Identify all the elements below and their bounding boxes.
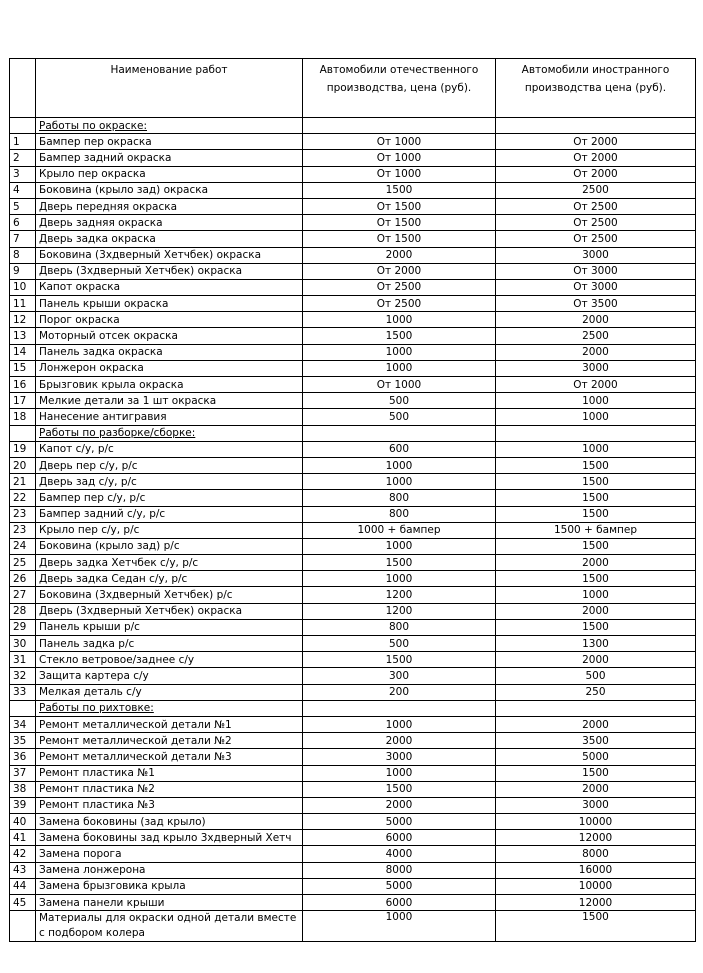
table-body xyxy=(10,118,696,942)
foreign-price: 1500 xyxy=(496,490,696,506)
foreign-price: 2000 xyxy=(496,312,696,328)
table-row xyxy=(10,360,696,376)
work-name: Дверь (3хдверный Хетчбек) окраска xyxy=(36,263,303,279)
work-name: Мелкие детали за 1 шт окраска xyxy=(36,393,303,409)
work-name: Ремонт металлической детали №1 xyxy=(36,716,303,732)
domestic-price: 2000 xyxy=(303,797,496,813)
table-row xyxy=(10,814,696,830)
table-row xyxy=(10,409,696,425)
table-row xyxy=(10,749,696,765)
foreign-price: От 2000 xyxy=(496,150,696,166)
domestic-price: От 1500 xyxy=(303,215,496,231)
table-row xyxy=(10,895,696,911)
row-number: 4 xyxy=(10,182,36,198)
domestic-price: 500 xyxy=(303,636,496,652)
foreign-price: От 3000 xyxy=(496,263,696,279)
table-row xyxy=(10,765,696,781)
row-number: 29 xyxy=(10,619,36,635)
row-number: 28 xyxy=(10,603,36,619)
table-row xyxy=(10,150,696,166)
row-number: 34 xyxy=(10,716,36,732)
row-number: 37 xyxy=(10,765,36,781)
row-number: 31 xyxy=(10,652,36,668)
table-row xyxy=(10,166,696,182)
foreign-price: От 3500 xyxy=(496,296,696,312)
foreign-price: 1500 xyxy=(496,911,696,942)
work-name: Замена панели крыши xyxy=(36,895,303,911)
work-name: Дверь задняя окраска xyxy=(36,215,303,231)
row-number: 44 xyxy=(10,878,36,894)
foreign-price: 10000 xyxy=(496,814,696,830)
row-number: 35 xyxy=(10,733,36,749)
domestic-price: 1500 xyxy=(303,652,496,668)
table-row xyxy=(10,490,696,506)
work-name: Защита картера с/у xyxy=(36,668,303,684)
foreign-price: От 2000 xyxy=(496,134,696,150)
work-name: Крыло пер с/у, р/с xyxy=(36,522,303,538)
domestic-price-cell xyxy=(303,425,496,441)
row-number: 10 xyxy=(10,279,36,295)
work-name: Материалы для окраски одной детали вместе с подбором колера xyxy=(36,911,303,942)
table-row xyxy=(10,846,696,862)
table-row xyxy=(10,733,696,749)
domestic-price: 600 xyxy=(303,441,496,457)
domestic-price-cell xyxy=(303,700,496,716)
table-row xyxy=(10,247,696,263)
foreign-price: От 2000 xyxy=(496,377,696,393)
work-name: Боковина (крыло зад) р/с xyxy=(36,538,303,554)
work-name: Замена боковины (зад крыло) xyxy=(36,814,303,830)
foreign-price: 2000 xyxy=(496,716,696,732)
work-name: Дверь задка Хетчбек с/у, р/с xyxy=(36,555,303,571)
work-name: Боковина (3хдверный Хетчбек) р/с xyxy=(36,587,303,603)
foreign-price: 1500 xyxy=(496,765,696,781)
table-row xyxy=(10,457,696,473)
table-row xyxy=(10,636,696,652)
row-number: 38 xyxy=(10,781,36,797)
table-row xyxy=(10,716,696,732)
price-table xyxy=(9,58,696,942)
domestic-price: 1000 xyxy=(303,344,496,360)
row-number: 17 xyxy=(10,393,36,409)
section-row xyxy=(10,700,696,716)
foreign-price: 2000 xyxy=(496,781,696,797)
row-number: 23 xyxy=(10,522,36,538)
row-number: 19 xyxy=(10,441,36,457)
table-row xyxy=(10,474,696,490)
work-name: Моторный отсек окраска xyxy=(36,328,303,344)
domestic-price: 500 xyxy=(303,409,496,425)
row-number: 5 xyxy=(10,198,36,214)
domestic-price: 800 xyxy=(303,506,496,522)
foreign-price: 16000 xyxy=(496,862,696,878)
domestic-price: От 1000 xyxy=(303,377,496,393)
foreign-price: 1000 xyxy=(496,441,696,457)
row-number: 11 xyxy=(10,296,36,312)
table-row xyxy=(10,441,696,457)
section-title xyxy=(36,118,303,134)
row-number: 9 xyxy=(10,263,36,279)
work-name: Панель задка р/с xyxy=(36,636,303,652)
section-title xyxy=(36,425,303,441)
domestic-price: 1500 xyxy=(303,328,496,344)
row-number: 32 xyxy=(10,668,36,684)
foreign-price: 1500 + бампер xyxy=(496,522,696,538)
row-number xyxy=(10,118,36,134)
foreign-price: 3000 xyxy=(496,797,696,813)
domestic-price: 1500 xyxy=(303,182,496,198)
domestic-price: 1000 xyxy=(303,765,496,781)
foreign-price: 1000 xyxy=(496,409,696,425)
foreign-price: 1500 xyxy=(496,457,696,473)
domestic-price: 1500 xyxy=(303,555,496,571)
domestic-price: 2000 xyxy=(303,247,496,263)
foreign-price: От 2500 xyxy=(496,198,696,214)
domestic-price: 800 xyxy=(303,619,496,635)
row-number: 33 xyxy=(10,684,36,700)
table-row xyxy=(10,619,696,635)
row-number: 7 xyxy=(10,231,36,247)
section-title-text: Работы по рихтовке: xyxy=(39,702,154,715)
foreign-price: 500 xyxy=(496,668,696,684)
row-number: 8 xyxy=(10,247,36,263)
row-number: 40 xyxy=(10,814,36,830)
foreign-price: 12000 xyxy=(496,830,696,846)
table-row xyxy=(10,797,696,813)
domestic-price: От 1500 xyxy=(303,198,496,214)
row-number: 1 xyxy=(10,134,36,150)
work-name: Замена порога xyxy=(36,846,303,862)
row-number: 20 xyxy=(10,457,36,473)
foreign-price: 2000 xyxy=(496,555,696,571)
domestic-price: 200 xyxy=(303,684,496,700)
foreign-price: 8000 xyxy=(496,846,696,862)
foreign-price: От 2500 xyxy=(496,231,696,247)
row-number: 23 xyxy=(10,506,36,522)
table-row xyxy=(10,279,696,295)
foreign-price: 2500 xyxy=(496,182,696,198)
foreign-price: 3000 xyxy=(496,247,696,263)
table-header-row xyxy=(10,59,696,118)
section-row xyxy=(10,425,696,441)
table-row xyxy=(10,134,696,150)
foreign-price: От 2000 xyxy=(496,166,696,182)
work-name: Замена брызговика крыла xyxy=(36,878,303,894)
foreign-price-cell xyxy=(496,425,696,441)
table-row xyxy=(10,603,696,619)
table-row xyxy=(10,296,696,312)
domestic-price: 800 xyxy=(303,490,496,506)
domestic-price: 500 xyxy=(303,393,496,409)
foreign-price: 10000 xyxy=(496,878,696,894)
work-name: Ремонт пластика №1 xyxy=(36,765,303,781)
foreign-price: 5000 xyxy=(496,749,696,765)
work-name: Ремонт пластика №2 xyxy=(36,781,303,797)
foreign-price: 1000 xyxy=(496,393,696,409)
row-number: 21 xyxy=(10,474,36,490)
foreign-price: От 3000 xyxy=(496,279,696,295)
foreign-price: 1500 xyxy=(496,506,696,522)
work-name: Дверь зад с/у, р/с xyxy=(36,474,303,490)
foreign-price: 2000 xyxy=(496,603,696,619)
row-number: 16 xyxy=(10,377,36,393)
foreign-price: 2500 xyxy=(496,328,696,344)
domestic-price: 1000 xyxy=(303,716,496,732)
foreign-price-cell xyxy=(496,700,696,716)
work-name: Брызговик крыла окраска xyxy=(36,377,303,393)
work-name: Дверь (3хдверный Хетчбек) окраска xyxy=(36,603,303,619)
table-row xyxy=(10,263,696,279)
domestic-price: 6000 xyxy=(303,830,496,846)
table-row xyxy=(10,182,696,198)
row-number xyxy=(10,700,36,716)
foreign-price: 1500 xyxy=(496,619,696,635)
table-row xyxy=(10,393,696,409)
header-foreign-price: Автомобили иностранного производства цена (руб). xyxy=(496,59,696,118)
work-name: Лонжерон окраска xyxy=(36,360,303,376)
table-row xyxy=(10,878,696,894)
work-name: Нанесение антигравия xyxy=(36,409,303,425)
table-row xyxy=(10,231,696,247)
foreign-price: 1300 xyxy=(496,636,696,652)
domestic-price: 1000 xyxy=(303,911,496,942)
work-name: Крыло пер окраска xyxy=(36,166,303,182)
table-row xyxy=(10,587,696,603)
domestic-price: От 2500 xyxy=(303,279,496,295)
domestic-price: 1000 xyxy=(303,457,496,473)
row-number: 2 xyxy=(10,150,36,166)
domestic-price-cell xyxy=(303,118,496,134)
work-name: Панель крыши окраска xyxy=(36,296,303,312)
domestic-price: От 1000 xyxy=(303,166,496,182)
domestic-price: 8000 xyxy=(303,862,496,878)
work-name: Дверь задка Седан с/у, р/с xyxy=(36,571,303,587)
domestic-price: 1200 xyxy=(303,587,496,603)
row-number: 41 xyxy=(10,830,36,846)
table-row xyxy=(10,377,696,393)
work-name: Ремонт металлической детали №3 xyxy=(36,749,303,765)
row-number: 13 xyxy=(10,328,36,344)
work-name: Мелкая деталь с/у xyxy=(36,684,303,700)
row-number xyxy=(10,425,36,441)
row-number xyxy=(10,911,36,942)
row-number: 3 xyxy=(10,166,36,182)
row-number: 18 xyxy=(10,409,36,425)
row-number: 6 xyxy=(10,215,36,231)
work-name: Капот окраска xyxy=(36,279,303,295)
work-name: Боковина (крыло зад) окраска xyxy=(36,182,303,198)
work-name: Панель задка окраска xyxy=(36,344,303,360)
domestic-price: От 1000 xyxy=(303,134,496,150)
table-row xyxy=(10,668,696,684)
section-title xyxy=(36,700,303,716)
work-name: Стекло ветровое/заднее с/у xyxy=(36,652,303,668)
row-number: 12 xyxy=(10,312,36,328)
table-row xyxy=(10,781,696,797)
work-name: Замена боковины зад крыло 3хдверный Хетч xyxy=(36,830,303,846)
domestic-price: От 1500 xyxy=(303,231,496,247)
work-name: Панель крыши р/с xyxy=(36,619,303,635)
row-number: 43 xyxy=(10,862,36,878)
work-name: Бампер задний с/у, р/с xyxy=(36,506,303,522)
row-number: 14 xyxy=(10,344,36,360)
domestic-price: От 2000 xyxy=(303,263,496,279)
domestic-price: 2000 xyxy=(303,733,496,749)
row-number: 24 xyxy=(10,538,36,554)
foreign-price: 1500 xyxy=(496,571,696,587)
foreign-price: 1500 xyxy=(496,474,696,490)
work-name: Бампер пер окраска xyxy=(36,134,303,150)
domestic-price: 3000 xyxy=(303,749,496,765)
row-number: 25 xyxy=(10,555,36,571)
work-name: Замена лонжерона xyxy=(36,862,303,878)
row-number: 22 xyxy=(10,490,36,506)
table-row xyxy=(10,522,696,538)
table-row xyxy=(10,571,696,587)
table-row xyxy=(10,652,696,668)
section-title-text: Работы по разборке/сборке: xyxy=(39,427,196,440)
domestic-price: 4000 xyxy=(303,846,496,862)
table-row xyxy=(10,215,696,231)
domestic-price: 1000 + бампер xyxy=(303,522,496,538)
row-number: 42 xyxy=(10,846,36,862)
foreign-price: 3500 xyxy=(496,733,696,749)
table-row xyxy=(10,830,696,846)
foreign-price-cell xyxy=(496,118,696,134)
domestic-price: 1000 xyxy=(303,474,496,490)
table-row xyxy=(10,555,696,571)
work-name: Ремонт пластика №3 xyxy=(36,797,303,813)
header-work-name: Наименование работ xyxy=(36,59,303,118)
row-number: 30 xyxy=(10,636,36,652)
domestic-price: 6000 xyxy=(303,895,496,911)
domestic-price: 1000 xyxy=(303,312,496,328)
table-row xyxy=(10,684,696,700)
work-name: Дверь пер с/у, р/с xyxy=(36,457,303,473)
row-number: 27 xyxy=(10,587,36,603)
header-number xyxy=(10,59,36,118)
foreign-price: 2000 xyxy=(496,652,696,668)
table-row xyxy=(10,328,696,344)
domestic-price: От 1000 xyxy=(303,150,496,166)
work-name: Бампер задний окраска xyxy=(36,150,303,166)
foreign-price: 2000 xyxy=(496,344,696,360)
work-name: Боковина (3хдверный Хетчбек) окраска xyxy=(36,247,303,263)
row-number: 36 xyxy=(10,749,36,765)
domestic-price: 1200 xyxy=(303,603,496,619)
domestic-price: 1000 xyxy=(303,360,496,376)
domestic-price: 1000 xyxy=(303,571,496,587)
table-row xyxy=(10,862,696,878)
foreign-price: 1000 xyxy=(496,587,696,603)
foreign-price: От 2500 xyxy=(496,215,696,231)
domestic-price: 1500 xyxy=(303,781,496,797)
table-row xyxy=(10,344,696,360)
work-name: Порог окраска xyxy=(36,312,303,328)
foreign-price: 3000 xyxy=(496,360,696,376)
table-row xyxy=(10,911,696,942)
row-number: 26 xyxy=(10,571,36,587)
work-name: Ремонт металлической детали №2 xyxy=(36,733,303,749)
row-number: 39 xyxy=(10,797,36,813)
domestic-price: 5000 xyxy=(303,878,496,894)
table-row xyxy=(10,198,696,214)
work-name: Дверь задка окраска xyxy=(36,231,303,247)
foreign-price: 250 xyxy=(496,684,696,700)
domestic-price: От 2500 xyxy=(303,296,496,312)
domestic-price: 300 xyxy=(303,668,496,684)
work-name: Дверь передняя окраска xyxy=(36,198,303,214)
work-name: Бампер пер с/у, р/с xyxy=(36,490,303,506)
section-title-text: Работы по окраске: xyxy=(39,119,148,132)
header-domestic-price: Автомобили отечественного производства, цена (руб). xyxy=(303,59,496,118)
domestic-price: 5000 xyxy=(303,814,496,830)
domestic-price: 1000 xyxy=(303,538,496,554)
section-row xyxy=(10,118,696,134)
foreign-price: 1500 xyxy=(496,538,696,554)
row-number: 15 xyxy=(10,360,36,376)
foreign-price: 12000 xyxy=(496,895,696,911)
row-number: 45 xyxy=(10,895,36,911)
work-name: Капот с/у, р/с xyxy=(36,441,303,457)
table-row xyxy=(10,312,696,328)
table-row xyxy=(10,538,696,554)
table-row xyxy=(10,506,696,522)
